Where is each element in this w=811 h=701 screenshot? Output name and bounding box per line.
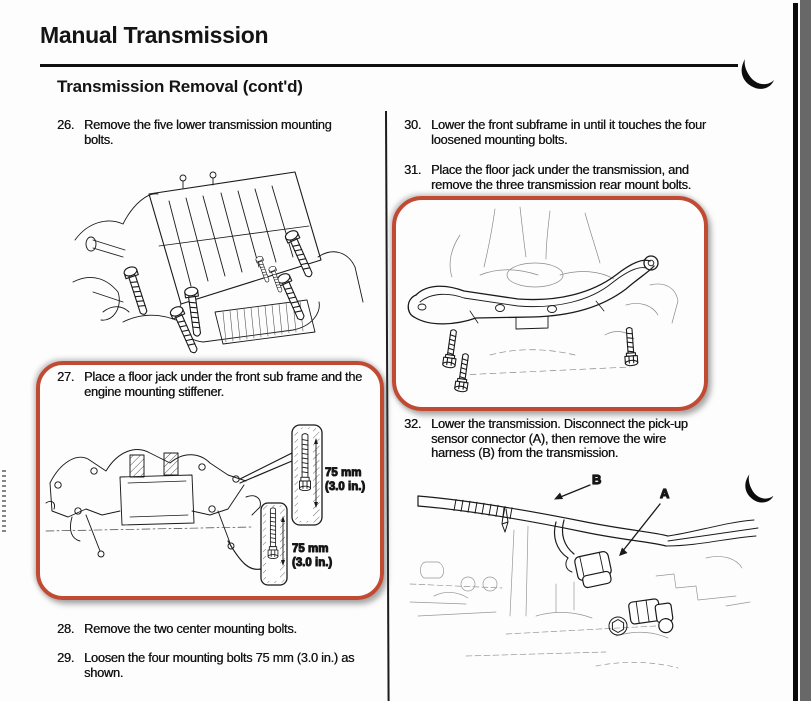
step-number: 31.: [404, 162, 422, 177]
step-text-line: bolts.: [84, 131, 114, 147]
step-number: 30.: [404, 117, 422, 132]
page-title: Manual Transmission: [40, 22, 269, 48]
figure-front-subframe: [42, 419, 372, 589]
step-number: 26.: [57, 117, 75, 132]
step-number: 32.: [404, 416, 422, 431]
step-29: [57, 651, 354, 680]
step-text-line: engine mounting stiffener.: [84, 383, 224, 399]
scan-edge-line: [793, 3, 798, 701]
step-number: 27.: [57, 369, 75, 384]
bolt-length-label: 75 mm: [292, 543, 329, 555]
step-number: 28.: [57, 621, 75, 636]
lower-connector: [628, 597, 674, 638]
background-context-lines: [410, 526, 750, 668]
step-text-line: harness (B) from the transmission.: [431, 445, 619, 461]
column-divider: [385, 111, 390, 701]
wire-harness: [418, 496, 758, 546]
step-27: [57, 370, 362, 399]
step-text-line: Lower the transmission. Disconnect the pick-up: [431, 416, 688, 431]
figure-lower-mounting-bolts: [63, 162, 375, 362]
bolt-length-label: (3.0 in.): [292, 557, 333, 569]
pickup-sensor-connector: [555, 520, 614, 589]
rear-mount-bracket: [408, 256, 658, 329]
step-30: [404, 118, 706, 147]
title-rule: [40, 64, 738, 67]
hex-nut: [609, 617, 627, 635]
step-text-line: Remove the five lower transmission mounting: [84, 117, 332, 132]
step-text-line: Place a floor jack under the front sub frame and the: [84, 369, 362, 384]
rear-mount-bolts: [442, 327, 638, 392]
scan-left-artifact: [2, 470, 6, 532]
step-26: [57, 118, 331, 147]
subframe-bolt-heads: [55, 464, 239, 514]
background-context-lines: [450, 207, 678, 375]
transmission-housing-outline: [73, 172, 363, 342]
step-text-line: remove the three transmission rear mount bolts.: [431, 176, 691, 192]
step-28: [57, 622, 297, 637]
step-text-line: Place the floor jack under the transmission, and: [431, 162, 689, 177]
step-32: [404, 417, 688, 461]
bolt-length-label: (3.0 in.): [325, 481, 366, 493]
callout-leader-bottom: [228, 541, 261, 569]
figure-rear-mount-bolts: [400, 205, 692, 395]
bolt-callout-top: [292, 425, 365, 525]
figure-harness-connector: [406, 466, 768, 696]
step-text-line: Remove the two center mounting bolts.: [84, 621, 297, 636]
label-a: A: [660, 486, 670, 501]
scan-edge-strip: [800, 0, 811, 701]
callout-leader-top: [240, 453, 292, 483]
step-31: [404, 163, 691, 192]
step-text-line: Lower the front subframe in until it touches the four: [431, 117, 706, 132]
step-text-line: loosened mounting bolts.: [431, 131, 568, 147]
step-number: 29.: [57, 650, 75, 665]
step-text-line: shown.: [84, 664, 124, 680]
page-curl-mark-top-icon: [737, 54, 777, 90]
step-text-line: Loosen the four mounting bolts 75 mm (3.0 in.) as: [84, 650, 355, 665]
bolt-length-label: 75 mm: [325, 467, 362, 479]
label-b: B: [592, 472, 602, 487]
step-text-line: sensor connector (A), then remove the wire: [431, 430, 666, 446]
section-heading: Transmission Removal (cont'd): [57, 77, 303, 96]
